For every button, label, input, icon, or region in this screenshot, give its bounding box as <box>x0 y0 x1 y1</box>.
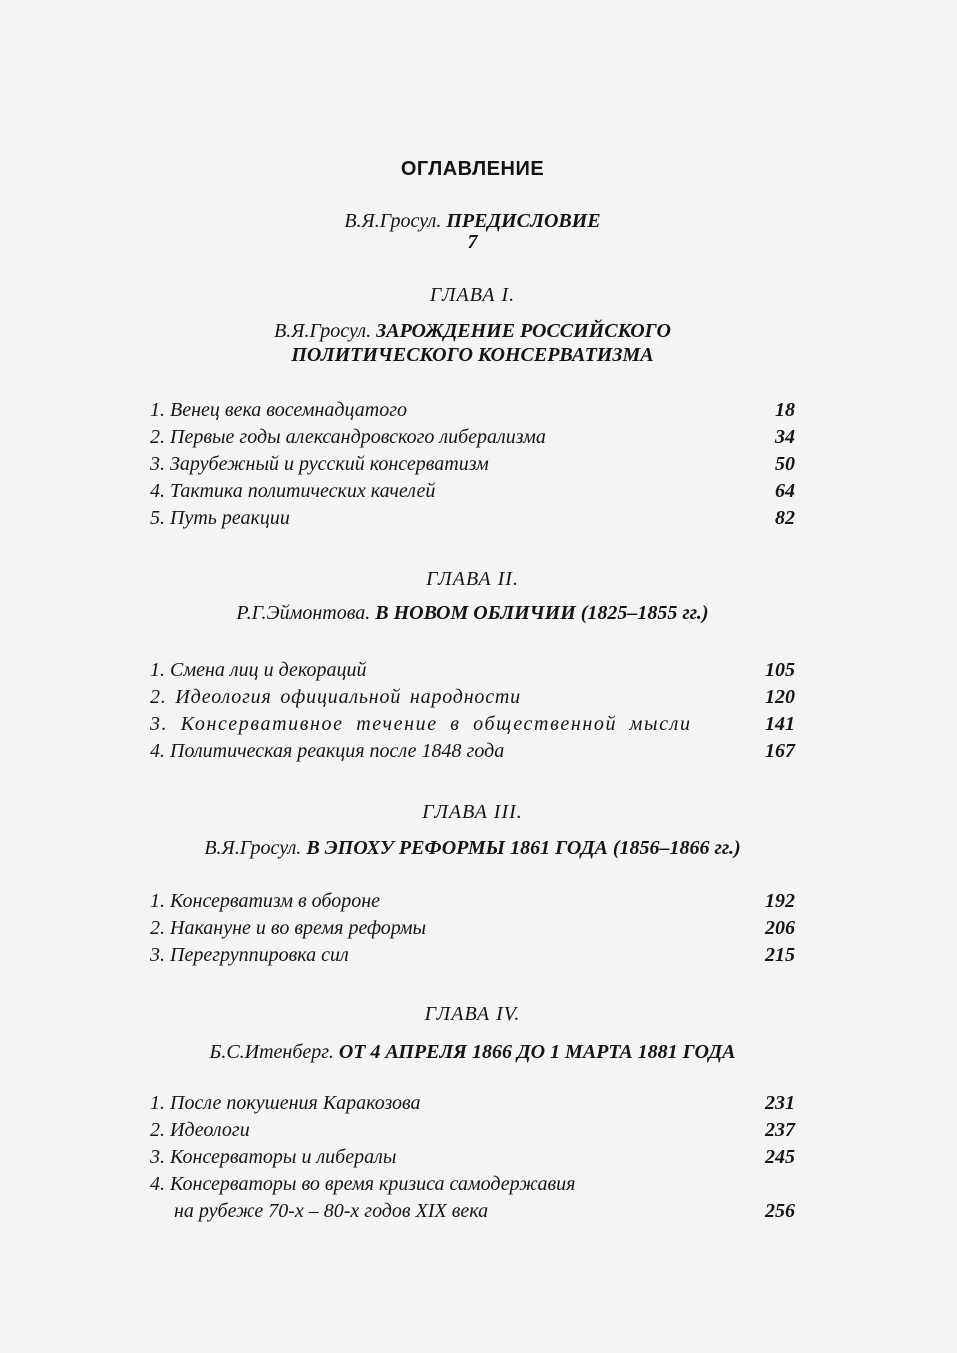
chapter-3-heading <box>150 836 795 860</box>
chapter-3-items <box>150 888 795 969</box>
chapter-2-author: Р.Г.Эймонтова. <box>236 602 371 624</box>
preface-author: В.Я.Гросул. <box>344 210 442 232</box>
toc-page <box>150 150 795 1225</box>
chapter-4-heading <box>150 1040 795 1064</box>
toc-item[interactable]: 4. Консерваторы во время кризиса самодержавия на рубеже 70-х – 80-х годов XIX века 256 <box>150 1171 795 1225</box>
chapter-1-author: В.Я.Гросул. <box>274 320 372 342</box>
chapter-1-title-line2: ПОЛИТИЧЕСКОГО КОНСЕРВАТИЗМА <box>291 344 654 366</box>
chapter-1-heading <box>150 319 795 343</box>
toc-item[interactable]: 2. Первые годы александровского либерализма 34 <box>150 426 795 448</box>
toc-item[interactable]: 4. Политическая реакция после 1848 года 167 <box>150 740 795 762</box>
chapter-2-label: ГЛАВА II. <box>426 568 519 590</box>
toc-item[interactable]: 5. Путь реакции 82 <box>150 507 795 529</box>
chapter-4-label: ГЛАВА IV. <box>424 1003 521 1025</box>
toc-item-continuation: на рубеже 70-х – 80-х годов XIX века 256 <box>174 1200 795 1222</box>
chapter-3-title: В ЭПОХУ РЕФОРМЫ 1861 ГОДА (1856–1866 гг.) <box>306 837 741 859</box>
preface-page: 7 <box>467 231 478 253</box>
chapter-1-items <box>150 397 795 532</box>
toc-item[interactable]: 1. Венец века восемнадцатого 18 <box>150 399 795 421</box>
chapter-2-title: В НОВОМ ОБЛИЧИИ (1825–1855 гг.) <box>375 602 709 624</box>
chapter-1-title-line1: ЗАРОЖДЕНИЕ РОССИЙСКОГО <box>376 320 671 342</box>
preface-heading <box>150 209 795 233</box>
chapter-1-label: ГЛАВА I. <box>429 284 516 306</box>
toc-item[interactable]: 2. Идеологи 237 <box>150 1119 795 1141</box>
chapter-3-label: ГЛАВА III. <box>422 801 523 823</box>
toc-item[interactable]: 3. Консервативное течение в общественной мысли 141 <box>150 713 795 735</box>
toc-item[interactable]: 4. Тактика политических качелей 64 <box>150 480 795 502</box>
toc-item[interactable]: 3. Консерваторы и либералы 245 <box>150 1146 795 1168</box>
toc-item[interactable]: 2. Идеология официальной народности 120 <box>150 686 795 708</box>
chapter-2-heading <box>150 601 795 625</box>
toc-title: ОГЛАВЛЕНИЕ <box>400 158 545 180</box>
chapter-4-items <box>150 1090 795 1225</box>
toc-item[interactable]: 1. После покушения Каракозова 231 <box>150 1092 795 1114</box>
toc-item[interactable]: 2. Накануне и во время реформы 206 <box>150 917 795 939</box>
toc-item[interactable]: 3. Перегруппировка сил 215 <box>150 944 795 966</box>
chapter-3-author: В.Я.Гросул. <box>204 837 302 859</box>
chapter-4-title: ОТ 4 АПРЕЛЯ 1866 ДО 1 МАРТА 1881 ГОДА <box>338 1041 736 1063</box>
chapter-1-title-line2-row <box>150 343 795 367</box>
toc-item[interactable]: 3. Зарубежный и русский консерватизм 50 <box>150 453 795 475</box>
toc-item[interactable]: 1. Смена лиц и декораций 105 <box>150 659 795 681</box>
preface-title: ПРЕДИСЛОВИЕ <box>446 210 601 232</box>
toc-item[interactable]: 1. Консерватизм в обороне 192 <box>150 890 795 912</box>
chapter-4-author: Б.С.Итенберг. <box>209 1041 334 1063</box>
chapter-2-items <box>150 657 795 765</box>
